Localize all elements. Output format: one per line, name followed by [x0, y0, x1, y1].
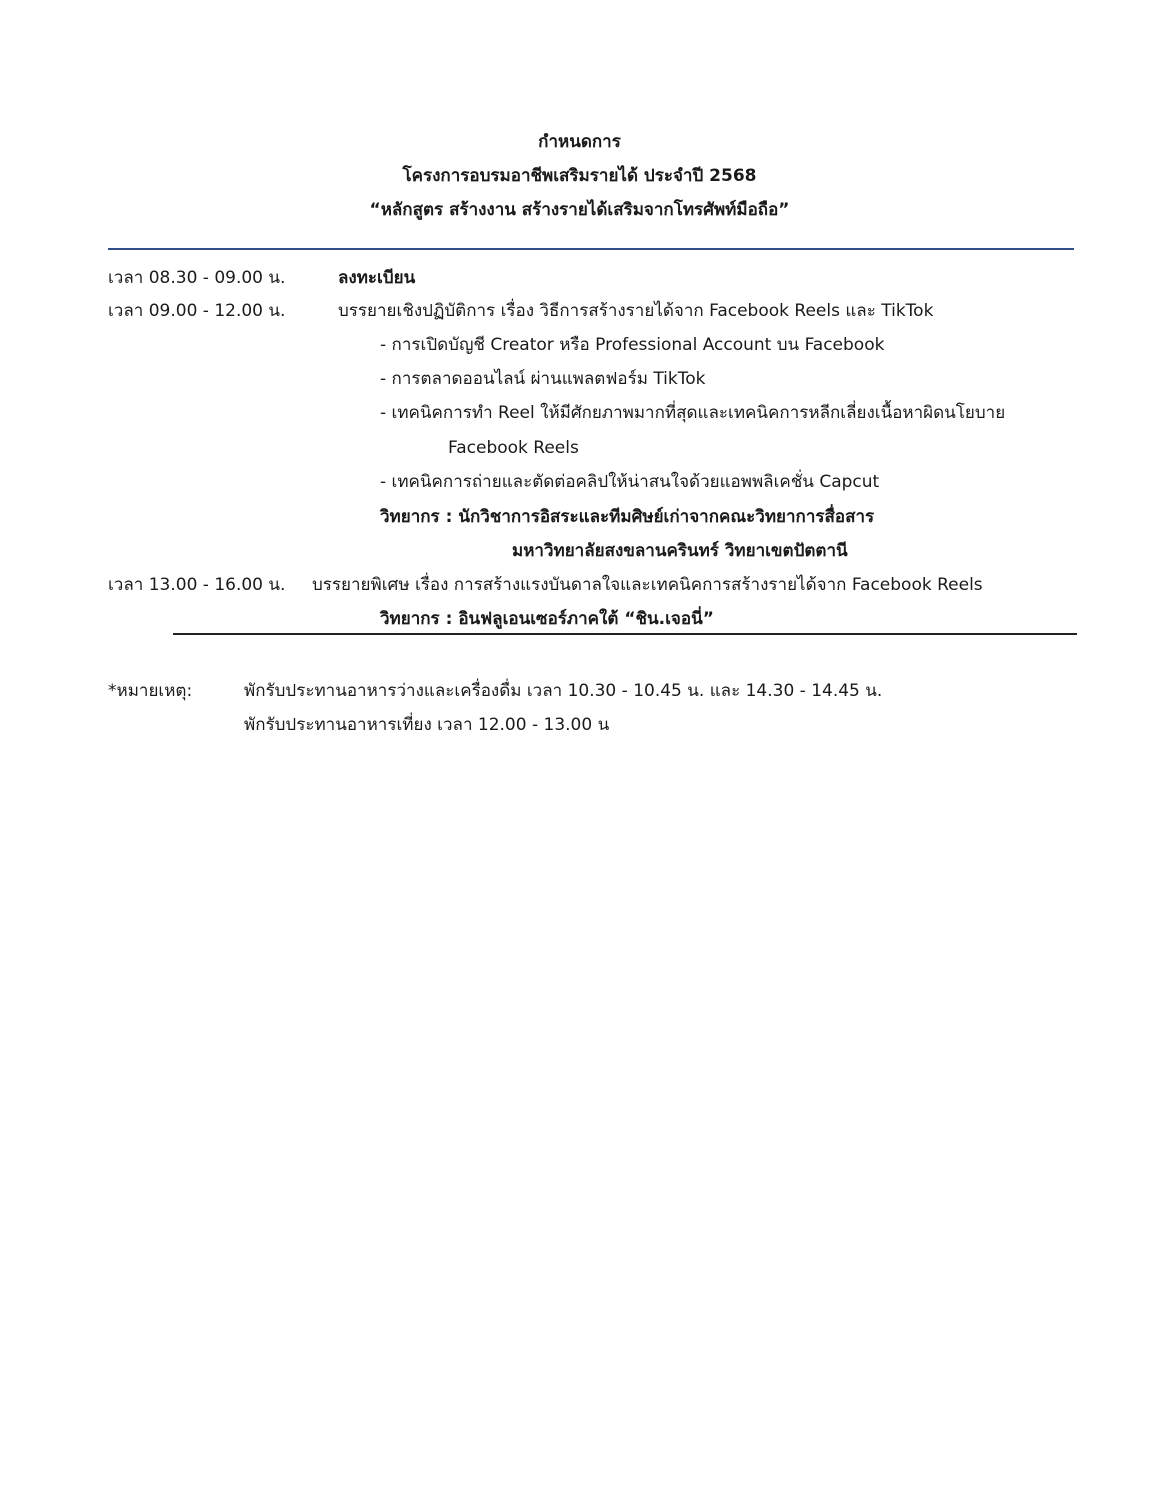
session3-speaker: วิทยากร : อินฟลูเอนเซอร์ภาคใต้ “ชิน.เจอนี่”	[380, 609, 714, 629]
session2-title: บรรยายเชิงปฏิบัติการ เรื่อง วิธีการสร้างรายได้จาก Facebook Reels และ TikTok	[338, 301, 934, 321]
session1-title: ลงทะเบียน	[338, 268, 416, 288]
session2-topic-item: - เทคนิคการทำ Reel ให้มีศักยภาพมากที่สุดและเทคนิคการหลีกเลี่ยงเนื้อหาผิดนโยบาย	[380, 403, 1006, 423]
document-heading: กำหนดการ	[538, 132, 621, 152]
session3-title: บรรยายพิเศษ เรื่อง การสร้างแรงบันดาลใจและเทคนิคการสร้างรายได้จาก Facebook Reels	[312, 575, 983, 595]
session3-time: เวลา 13.00 - 16.00 น.	[108, 575, 286, 595]
session2-speaker-affiliation: มหาวิทยาลัยสงขลานครินทร์ วิทยาเขตปัตตานี	[512, 541, 848, 561]
session2-time: เวลา 09.00 - 12.00 น.	[108, 301, 286, 321]
session2-topic-item-continuation: Facebook Reels	[448, 438, 579, 458]
note-break-lunch: พักรับประทานอาหารเที่ยง เวลา 12.00 - 13.00 น	[244, 715, 610, 735]
course-title: “หลักสูตร สร้างงาน สร้างรายได้เสริมจากโทรศัพท์มือถือ”	[369, 200, 790, 220]
schedule-divider	[173, 633, 1077, 635]
session2-speaker: วิทยากร : นักวิชาการอิสระและทีมศิษย์เก่าจากคณะวิทยาการสื่อสาร	[380, 507, 875, 527]
session2-topic-item: - เทคนิคการถ่ายและตัดต่อคลิปให้น่าสนใจด้วยแอพพลิเคชั่น Capcut	[380, 472, 880, 492]
note-break-snack: พักรับประทานอาหารว่างและเครื่องดื่ม เวลา 10.30 - 10.45 น. และ 14.30 - 14.45 น.	[244, 681, 883, 701]
project-title: โครงการอบรมอาชีพเสริมรายได้ ประจำปี 2568	[402, 166, 757, 186]
session1-time: เวลา 08.30 - 09.00 น.	[108, 268, 286, 288]
note-label: *หมายเหตุ:	[108, 681, 193, 701]
session2-topic-item: - การเปิดบัญชี Creator หรือ Professional Account บน Facebook	[380, 335, 885, 355]
header-divider	[108, 248, 1074, 250]
session2-topic-item: - การตลาดออนไลน์ ผ่านแพลตฟอร์ม TikTok	[380, 369, 706, 389]
